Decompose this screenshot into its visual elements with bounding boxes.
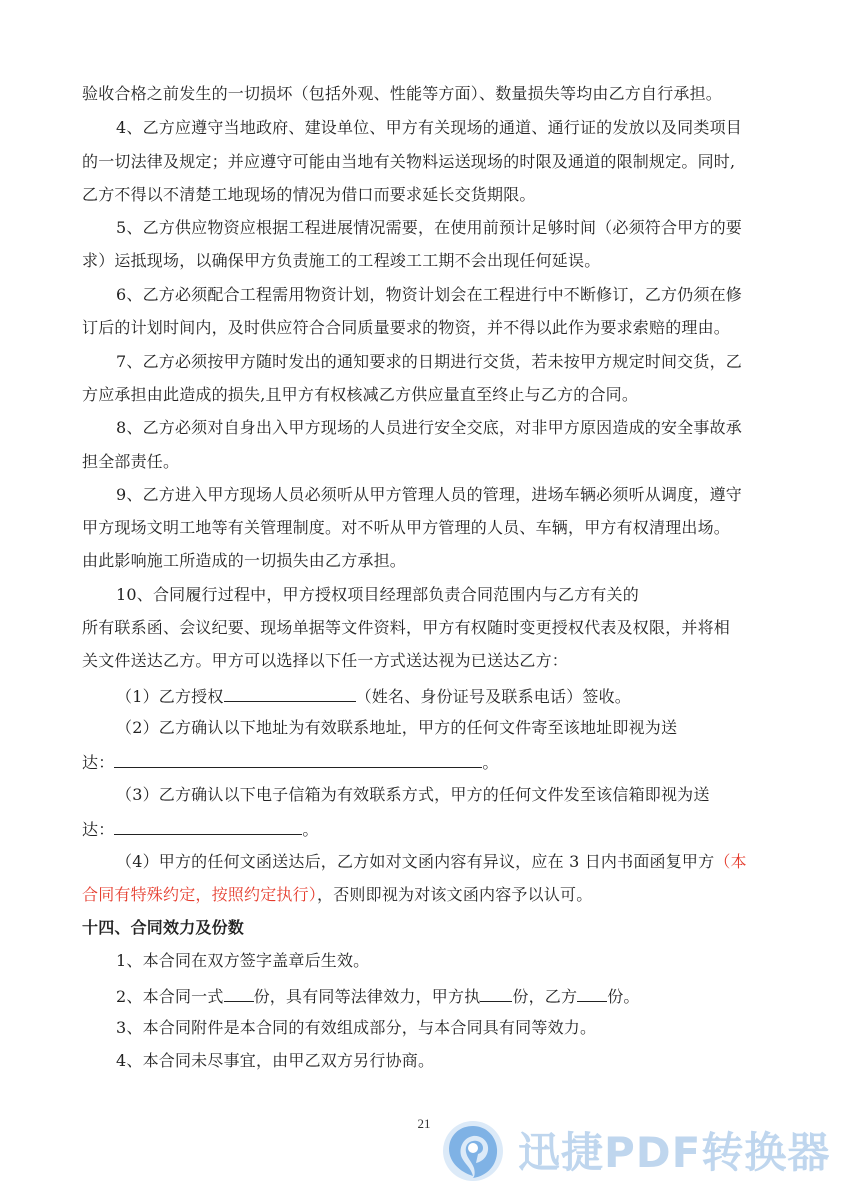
address-blank[interactable]: [114, 751, 482, 768]
delivery-option-4-cont: [82, 885, 770, 905]
paragraph-line: 担全部责任。: [82, 452, 180, 471]
watermark-text: 迅捷PDF转换器: [518, 1128, 831, 1177]
paragraph-line: 乙方不得以不清楚工地现场的情况为借口而要求延长交货期限。: [82, 185, 536, 204]
paragraph-line: 验收合格之前发生的一切损坏（包括外观、性能等方面）、数量损失等均由乙方自行承担。: [82, 84, 723, 103]
special-agreement-note: （本: [714, 852, 747, 871]
paragraph-line: 4、乙方应遵守当地政府、建设单位、甲方有关现场的通道、通行证的发放以及同类项目: [116, 118, 742, 137]
copies-text-d: 份。: [607, 987, 640, 1006]
section-item-4: 4、本合同未尽事宜，由甲乙双方另行协商。: [116, 1051, 435, 1070]
paragraph-line: 10、合同履行过程中，甲方授权项目经理部负责合同范围内与乙方有关的: [116, 585, 639, 604]
delivery-option-3: （3）乙方确认以下电子信箱为有效联系方式，甲方的任何文件发至该信箱即视为送: [116, 785, 710, 804]
paragraph-line: 9、乙方进入甲方现场人员必须听从甲方管理人员的管理，进场车辆必须听从调度，遵守: [116, 485, 742, 504]
paragraph-line: 5、乙方供应物资应根据工程进展情况需要，在使用前预计足够时间（必须符合甲方的要: [116, 218, 742, 237]
section-item-3: 3、本合同附件是本合同的有效组成部分，与本合同具有同等效力。: [116, 1018, 597, 1037]
option-3-prefix: 达：: [82, 820, 115, 839]
paragraph-line: 方应承担由此造成的损失,且甲方有权核减乙方供应量直至终止与乙方的合同。: [82, 385, 639, 404]
option-2-prefix: 达：: [82, 753, 115, 772]
authorized-person-blank[interactable]: [224, 685, 356, 702]
party-b-copies-blank[interactable]: [577, 985, 607, 1002]
paragraph-line: 8、乙方必须对自身出入甲方现场的人员进行安全交底，对非甲方原因造成的安全事故承: [116, 418, 742, 437]
section-heading: 十四、合同效力及份数: [82, 918, 245, 937]
paragraph-line: 7、乙方必须按甲方随时发出的通知要求的日期进行交货，若未按甲方规定时间交货，乙: [116, 352, 742, 371]
copies-text-a: 2、本合同一式: [116, 987, 224, 1006]
paragraph-line: 甲方现场文明工地等有关管理制度。对不听从甲方管理的人员、车辆，甲方有权清理出场。: [82, 518, 731, 537]
party-a-copies-blank[interactable]: [480, 985, 512, 1002]
paragraph-line: 订后的计划时间内，及时供应符合合同质量要求的物资，并不得以此作为要求索赔的理由。: [82, 318, 731, 337]
copies-text-c: 份，乙方: [512, 987, 578, 1006]
delivery-option-1: [116, 685, 770, 707]
option-1-suffix: （姓名、身份证号及联系电话）签收。: [355, 687, 631, 706]
page-number: 21: [417, 1116, 431, 1131]
special-agreement-note-cont: 合同有特殊约定，按照约定执行）: [82, 885, 318, 904]
option-4-text: （4）甲方的任何文函送达后，乙方如对文函内容有异议，应在 3 日内书面函复甲方: [116, 852, 715, 871]
paragraph-line: 的一切法律及规定；并应遵守可能由当地有关物料运送现场的时限及通道的限制规定。同时,: [82, 152, 736, 171]
delivery-option-2-cont: [82, 751, 770, 773]
option-1-prefix: （1）乙方授权: [116, 687, 224, 706]
copies-text-b: 份，具有同等法律效力，甲方执: [253, 987, 481, 1006]
watermark: [440, 1118, 830, 1190]
paragraph-line: 由此影响施工所造成的一切损失由乙方承担。: [82, 551, 407, 570]
option-4-text-cont: ，否则即视为对该文函内容予以认可。: [317, 885, 593, 904]
delivery-option-2: （2）乙方确认以下地址为有效联系地址，甲方的任何文件寄至该地址即视为送: [116, 718, 678, 737]
pdf-converter-logo-icon: [440, 1118, 506, 1184]
paragraph-line: 求）运抵现场，以确保甲方负责施工的工程竣工工期不会出现任何延误。: [82, 251, 601, 270]
option-3-suffix: 。: [302, 820, 319, 839]
paragraph-line: 6、乙方必须配合工程需用物资计划，物资计划会在工程进行中不断修订，乙方仍须在修: [116, 285, 742, 304]
total-copies-blank[interactable]: [224, 985, 254, 1002]
section-item-1: 1、本合同在双方签字盖章后生效。: [116, 951, 370, 970]
paragraph-line: 关文件送达乙方。甲方可以选择以下任一方式送达视为已送达乙方：: [82, 651, 569, 670]
paragraph-line: 所有联系函、会议纪要、现场单据等文件资料，甲方有权随时变更授权代表及权限，并将相: [82, 618, 731, 637]
option-2-suffix: 。: [482, 753, 499, 772]
delivery-option-3-cont: [82, 818, 770, 840]
section-item-2: [116, 985, 770, 1007]
email-blank[interactable]: [114, 818, 302, 835]
delivery-option-4: [116, 852, 770, 872]
